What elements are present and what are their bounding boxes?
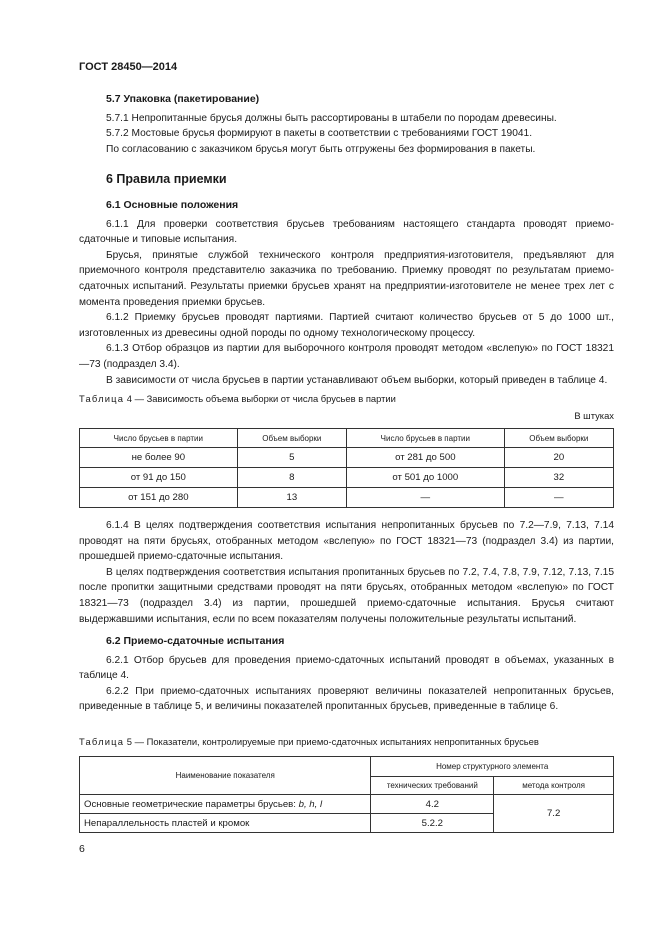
table4 xyxy=(79,428,614,508)
paragraph: 6.1.2 Приемку брусьев проводят партиями. Партией считают количество брусьев от 5 до 1000 шт., изготовленных из древесины одной породы по одному технологическому процессу. xyxy=(79,312,614,339)
paragraph: 6.1.4 В целях подтверждения соответствия испытания непропитанных брусьев по 7.2—7.9, 7.13, 7.14 проводят на пяти брусьях, отобранных методом «вслепую» по ГОСТ 18321—73 (подраздел 3.4) из партии, прошедшей приемо-сдаточные испытания. xyxy=(79,520,614,563)
paragraph: По согласованию с заказчиком брусья могут быть отгружены без формирования в пакеты. xyxy=(106,143,536,155)
table-cell: 5 xyxy=(237,448,346,468)
column-header: Наименование показателя xyxy=(80,757,371,795)
section-title: 6.1 Основные положения xyxy=(106,199,239,211)
section-6-2 xyxy=(79,634,614,715)
table-cell: Непараллельность пластей и кромок xyxy=(80,814,371,833)
column-header: Число брусьев в партии xyxy=(80,429,238,448)
column-header: Объем выборки xyxy=(504,429,613,448)
page-number: 6 xyxy=(79,843,85,855)
table-cell: от 501 до 1000 xyxy=(346,468,504,488)
table-cell: не более 90 xyxy=(80,448,238,468)
table-row xyxy=(80,488,614,508)
column-header: технических требований xyxy=(371,777,494,795)
table-cell: 13 xyxy=(237,488,346,508)
table-row xyxy=(80,795,614,814)
table4-unit: В штуках xyxy=(574,410,614,421)
paragraph: 5.7.2 Мостовые брусья формируют в пакеты в соответствии с требованиями ГОСТ 19041. xyxy=(106,128,533,140)
table-cell: 5.2.2 xyxy=(371,814,494,833)
paragraph: 6.2.1 Отбор брусьев для проведения приемо-сдаточных испытаний проводят в объемах, указанных в таблице 4. xyxy=(79,654,614,682)
paragraph: В целях подтверждения соответствия испытания пропитанных брусьев по 7.2, 7.4, 7.8, 7.9, 7.12, 7.13, 7.15 после пропитки защитными средствами проводят на пяти брусьях, отобранных методом «вслепую» по ГОСТ 18321—73 (подраздел 3.4) из партии, прошедшей приемо-сдаточные испытания. Брусья считают выдержавшими испытания, если по всем показателям получены положительные результаты испытаний. xyxy=(79,566,614,625)
paragraph: 5.7.1 Непропитанные брусья должны быть рассортированы в штабели по породам древесины. xyxy=(106,112,557,124)
table-cell: от 151 до 280 xyxy=(80,488,238,508)
paragraph: 6.2.2 При приемо-сдаточных испытаниях проверяют величины показателей непропитанных брусьев, приведенные в таблице 5, и величины показателей пропитанных брусьев, приведенные в таблице 6. xyxy=(79,685,614,713)
table-cell: — xyxy=(346,488,504,508)
paragraph: 6.1.3 Отбор образцов из партии для выборочного контроля проводят методом «вслепую» по ГОСТ 18321—73 (подраздел 3.4). xyxy=(79,343,614,370)
table-row xyxy=(80,448,614,468)
section-5-7 xyxy=(79,92,614,157)
section-6-1-4 xyxy=(79,518,614,627)
section-title: 5.7 Упаковка (пакетирование) xyxy=(106,93,260,105)
paragraph: В зависимости от числа брусьев в партии устанавливают объем выборки, который приведен в таблице 4. xyxy=(106,374,608,386)
table-cell: 32 xyxy=(504,468,613,488)
table-caption-text: 4 — Зависимость объема выборки от числа брусьев в партии xyxy=(126,393,396,404)
table-cell: от 91 до 150 xyxy=(80,468,238,488)
section-6-1 xyxy=(79,198,614,388)
column-header: Объем выборки xyxy=(237,429,346,448)
table-cell: — xyxy=(504,488,613,508)
table-cell: от 281 до 500 xyxy=(346,448,504,468)
table-cell: 4.2 xyxy=(371,795,494,814)
document-header: ГОСТ 28450—2014 xyxy=(79,61,178,73)
row-label: Основные геометрические параметры брусьев: xyxy=(84,798,296,810)
section-title: 6.2 Приемо-сдаточные испытания xyxy=(106,635,285,647)
column-header: Номер структурного элемента xyxy=(371,757,614,777)
table-cell: 20 xyxy=(504,448,613,468)
table-header-row xyxy=(80,429,614,448)
section-6-title: 6 Правила приемки xyxy=(106,172,227,186)
table-header-row xyxy=(80,757,614,777)
paragraph: 6.1.1 Для проверки соответствия брусьев требованиям настоящего стандарта проводят приемо-сдаточные и типовые испытания. xyxy=(79,218,614,246)
table-label: Таблица xyxy=(79,736,125,747)
table5 xyxy=(79,756,614,833)
column-header: Число брусьев в партии xyxy=(346,429,504,448)
paragraph: Брусья, принятые службой технического контроля предприятия-изготовителя, предъявляют для приемочного контроля представителю заказчика по требованию. Приемку проводят по результатам приемо-сдаточных испытаний. Результаты приемки брусьев хранят на предприятии-изготовителе не менее трех лет с момента проведения приемки брусьев. xyxy=(79,249,614,308)
table5-caption xyxy=(79,736,539,747)
table4-caption xyxy=(79,393,396,404)
table-row xyxy=(80,468,614,488)
table-cell: 8 xyxy=(237,468,346,488)
table-caption-text: 5 — Показатели, контролируемые при приемо-сдаточных испытаниях непропитанных брусьев xyxy=(126,736,539,747)
table-cell: 7.2 xyxy=(494,795,614,833)
table-cell xyxy=(80,795,371,814)
table-label: Таблица xyxy=(79,393,125,404)
column-header: метода контроля xyxy=(494,777,614,795)
row-variables: b, h, l xyxy=(298,798,323,810)
